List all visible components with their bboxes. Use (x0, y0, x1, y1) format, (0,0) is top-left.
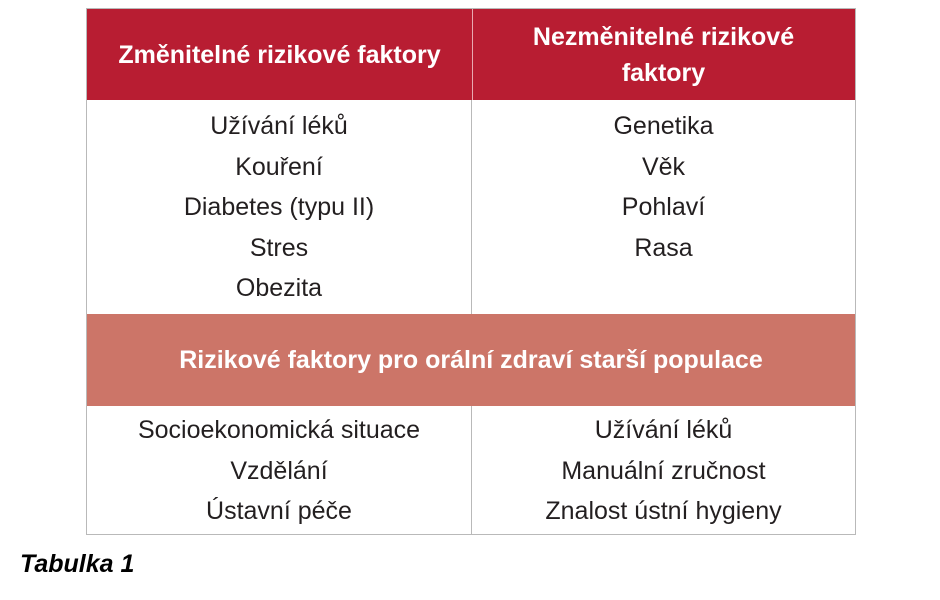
list-item: Kouření (235, 152, 323, 181)
non-modifiable-factors-cell (472, 100, 855, 314)
header-non-modifiable-factors: Nezměnitelné rizikové faktory (532, 22, 795, 87)
list-item: Užívání léků (594, 416, 733, 444)
list-item: Vzdělání (230, 456, 328, 485)
list-item: Věk (641, 152, 686, 181)
oral-health-band-title: Rizikové faktory pro orální zdraví starší populace (87, 314, 855, 406)
oral-health-left-cell (87, 406, 472, 534)
list-item: Manuální zručnost (561, 456, 766, 485)
modifiable-factors-cell (87, 100, 472, 314)
list-item: Socioekonomická situace (137, 416, 421, 444)
list-item: Diabetes (typu II) (183, 193, 375, 221)
table-caption: Tabulka 1 (20, 550, 135, 578)
table-header (87, 9, 855, 100)
list-item: Obezita (235, 274, 323, 302)
oral-health-right-cell (472, 406, 855, 534)
list-item: Pohlaví (621, 193, 706, 221)
header-modifiable-factors: Změnitelné rizikové faktory (118, 40, 441, 69)
list-item: Ústavní péče (206, 497, 352, 525)
list-item: Stres (249, 233, 309, 262)
risk-factors-table (86, 8, 856, 535)
table-row-factors (87, 100, 855, 314)
list-item: Genetika (613, 112, 714, 140)
list-item: Užívání léků (210, 112, 348, 140)
header-divider (472, 9, 473, 100)
table-row-oral-health (87, 406, 855, 534)
list-item: Znalost ústní hygieny (545, 497, 782, 525)
list-item: Rasa (634, 233, 693, 262)
